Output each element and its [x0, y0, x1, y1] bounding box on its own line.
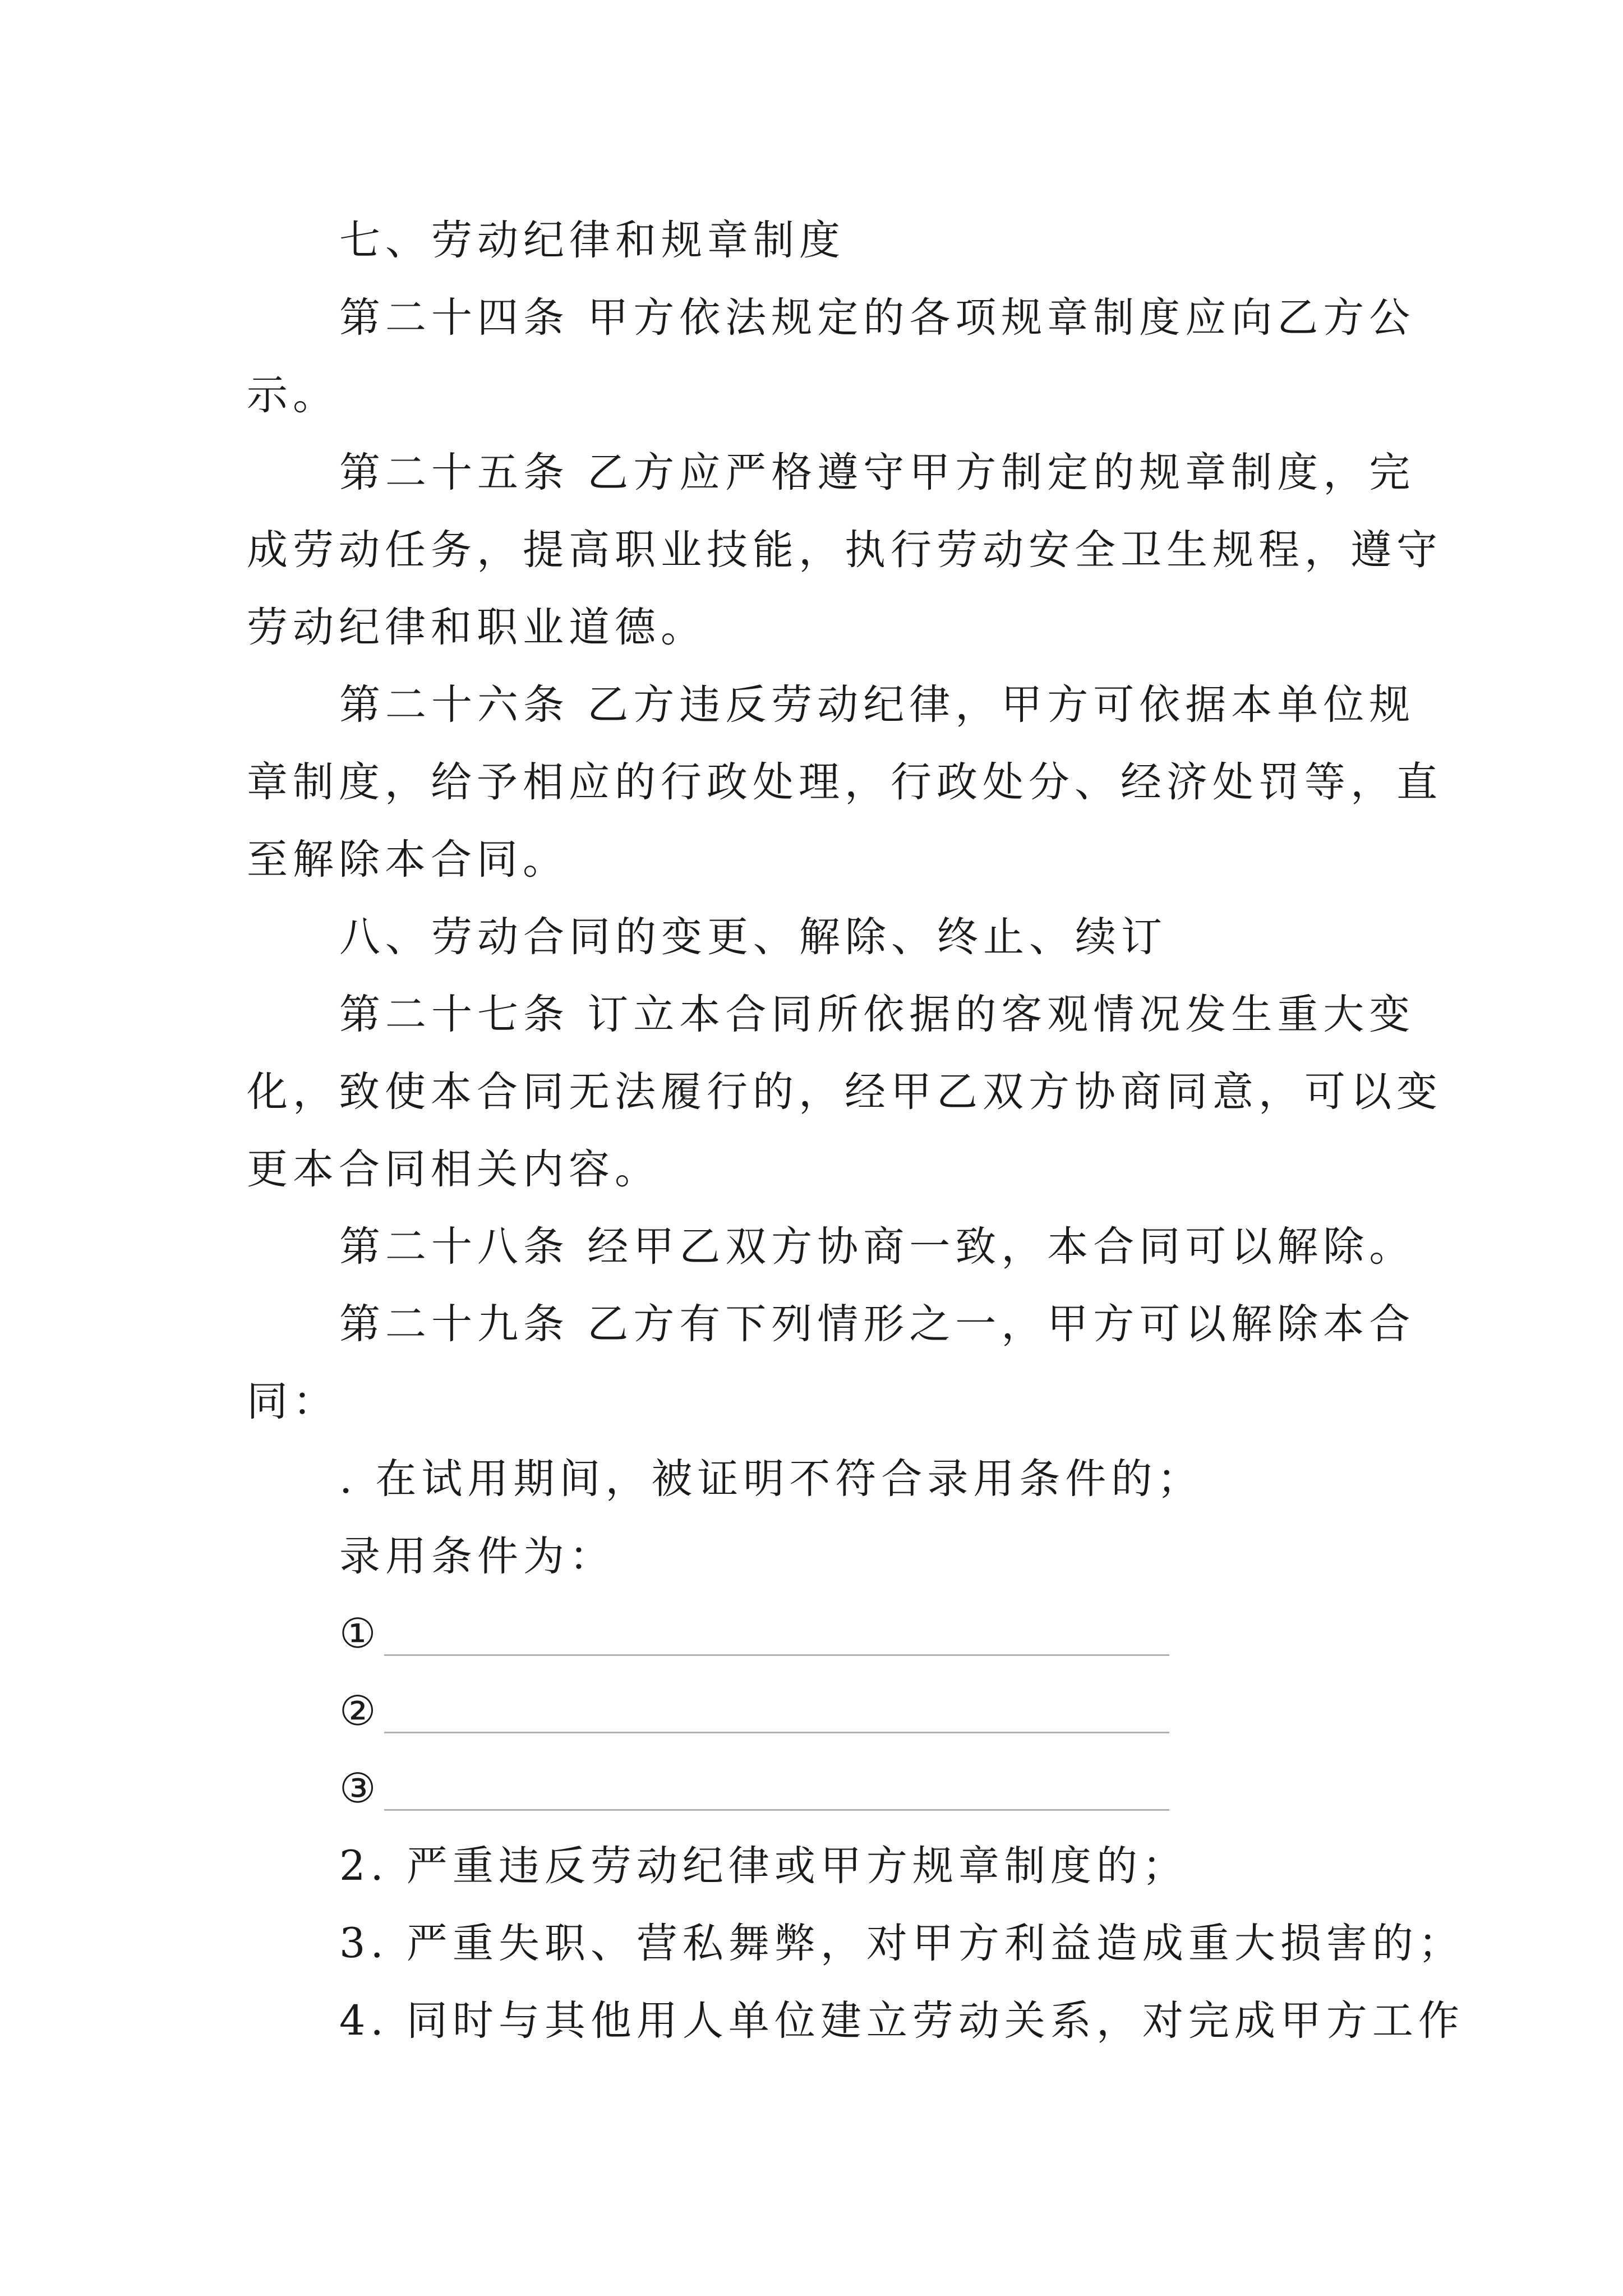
article-27-line-3: 更本合同相关内容。	[247, 1145, 661, 1193]
hiring-conditions-label: 录用条件为：	[339, 1533, 615, 1580]
hiring-condition-blank-2	[247, 1673, 1380, 1750]
document-body	[247, 202, 1464, 2060]
circled-number-2: ②	[339, 1687, 381, 1735]
article-28-line-1: 第二十八条 经甲乙双方协商一致，本合同可以解除。	[339, 1223, 1415, 1271]
section-heading-7: 七、劳动纪律和规章制度	[339, 217, 845, 264]
clause-1-line: . 在试用期间，被证明不符合录用条件的；	[339, 1455, 1204, 1503]
fill-in-underline	[384, 1623, 1169, 1656]
circled-number-1: ①	[339, 1610, 381, 1658]
clause-4-line: 4. 同时与其他用人单位建立劳动关系，对完成甲方工作	[339, 1997, 1464, 2045]
article-29-line-1: 第二十九条 乙方有下列情形之一，甲方可以解除本合	[339, 1300, 1415, 1348]
article-27-line-1: 第二十七条 订立本合同所依据的客观情况发生重大变	[339, 991, 1415, 1038]
article-25-line-1: 第二十五条 乙方应严格遵守甲方制定的规章制度，完	[339, 449, 1415, 496]
article-24-line-2: 示。	[247, 371, 339, 419]
article-25-line-3: 劳动纪律和职业道德。	[247, 604, 707, 651]
article-26-line-1: 第二十六条 乙方违反劳动纪律，甲方可依据本单位规	[339, 681, 1415, 729]
clause-3-line: 3. 严重失职、营私舞弊，对甲方利益造成重大损害的；	[339, 1920, 1464, 1967]
article-26-line-2: 章制度，给予相应的行政处理，行政处分、经济处罚等，直	[247, 758, 1442, 806]
article-27-line-2: 化，致使本合同无法履行的，经甲乙双方协商同意，可以变	[247, 1068, 1442, 1116]
section-heading-8: 八、劳动合同的变更、解除、终止、续订	[339, 913, 1167, 961]
fill-in-underline	[384, 1700, 1169, 1733]
hiring-condition-blank-1	[247, 1595, 1380, 1673]
hiring-condition-blank-3	[247, 1750, 1380, 1828]
clause-2-line: 2. 严重违反劳动纪律或甲方规章制度的；	[339, 1842, 1188, 1890]
fill-in-underline	[384, 1778, 1169, 1811]
article-26-line-3: 至解除本合同。	[247, 836, 569, 884]
article-25-line-2: 成劳动任务，提高职业技能，执行劳动安全卫生规程，遵守	[247, 526, 1442, 574]
circled-number-3: ③	[339, 1765, 381, 1812]
article-29-line-2: 同：	[247, 1378, 339, 1425]
article-24-line-1: 第二十四条 甲方依法规定的各项规章制度应向乙方公	[339, 294, 1415, 342]
